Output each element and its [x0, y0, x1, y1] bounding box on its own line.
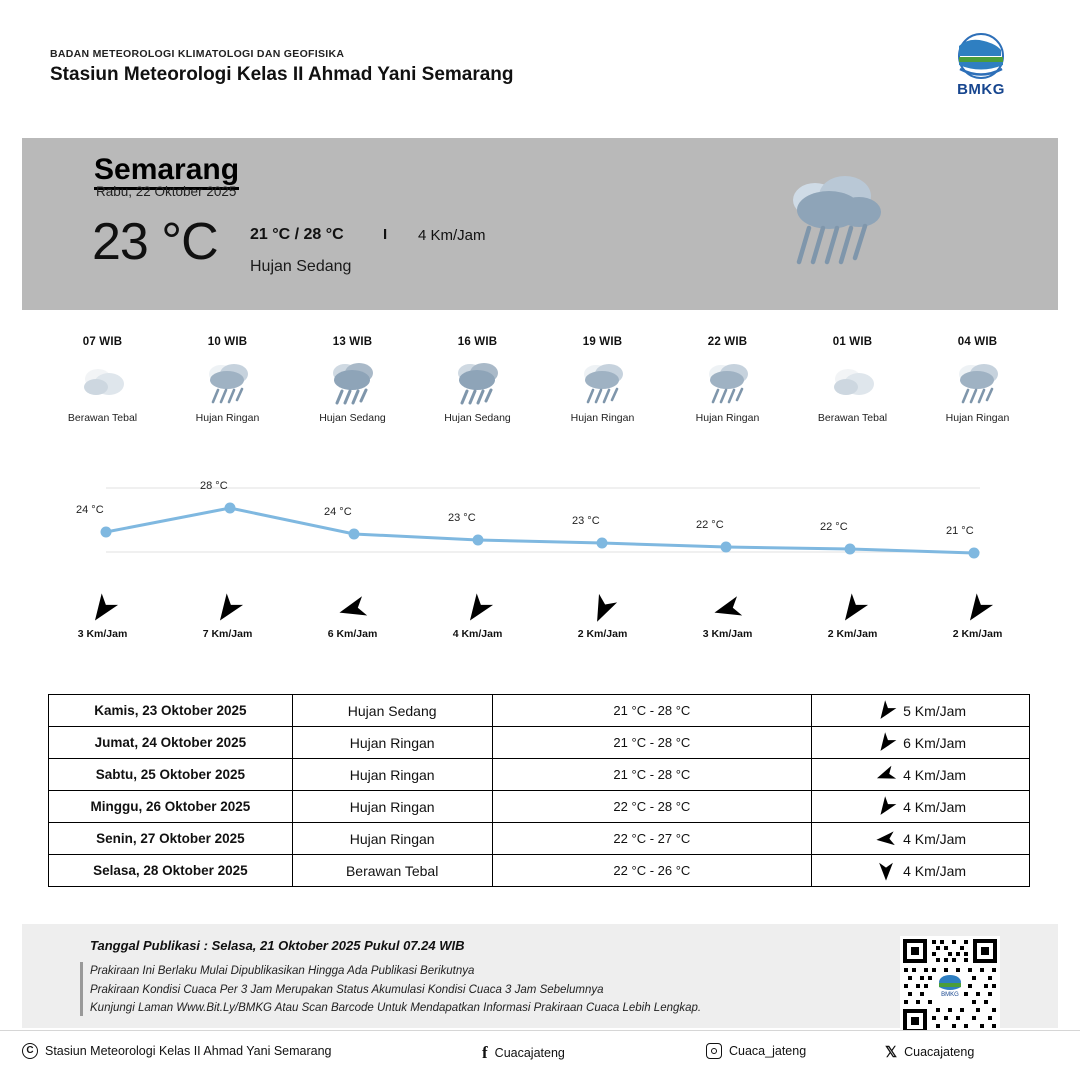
note-line-1: Prakiraan Ini Berlaku Mulai Dipublikasikan Hingga Ada Publikasi Berikutnya	[90, 965, 475, 977]
light-rain-icon	[540, 354, 665, 410]
note-line-3: Kunjungi Laman Www.Bit.Ly/BMKG Atau Scan Barcode Untuk Mendapatkan Informasi Prakiraan Cuaca Lebih Lengkap.	[90, 1002, 702, 1015]
hour-time: 07 WIB	[82, 336, 123, 348]
table-row	[49, 823, 1030, 855]
wind-speed: 2 Km/Jam	[827, 628, 878, 640]
moderate-rain-icon	[415, 354, 540, 410]
hourly-forecast-strip	[40, 336, 1040, 454]
forecast-temp: 22 °C - 27 °C	[492, 823, 812, 855]
wind-speed: 3 Km/Jam	[77, 628, 128, 640]
wind-arrow-icon	[540, 590, 665, 628]
forecast-condition: Hujan Sedang	[292, 695, 492, 727]
forecast-day: Kamis, 23 Oktober 2025	[49, 695, 293, 727]
forecast-wind-speed: 4 Km/Jam	[903, 862, 967, 879]
hourly-item	[540, 336, 665, 454]
cloudy-icon	[790, 354, 915, 410]
hour-time: 04 WIB	[957, 336, 998, 348]
wind-arrow-icon	[290, 590, 415, 628]
wind-item	[165, 590, 290, 660]
hour-condition: Hujan Sedang	[444, 412, 511, 424]
moderate-rain-icon	[290, 354, 415, 410]
current-condition: Hujan Sedang	[250, 258, 352, 275]
temp-label: 23 °C	[572, 515, 600, 527]
temp-label: 24 °C	[324, 506, 352, 518]
table-row	[49, 727, 1030, 759]
city-title: Semarang	[94, 154, 239, 190]
wind-item	[540, 590, 665, 660]
forecast-temp: 22 °C - 26 °C	[492, 855, 812, 887]
light-rain-icon	[165, 354, 290, 410]
hour-condition: Hujan Ringan	[195, 412, 260, 424]
x-twitter-icon: 𝕏	[885, 1044, 898, 1061]
forecast-condition: Hujan Ringan	[292, 823, 492, 855]
copyright-icon: C	[22, 1043, 38, 1059]
hourly-item	[415, 336, 540, 454]
copyright-text: Stasiun Meteorologi Kelas II Ahmad Yani Semarang	[45, 1044, 332, 1058]
hourly-item	[290, 336, 415, 454]
wind-arrow-icon	[871, 727, 902, 758]
forecast-wind-speed: 6 Km/Jam	[903, 734, 967, 751]
forecast-temp: 21 °C - 28 °C	[492, 759, 812, 791]
hour-time: 13 WIB	[332, 336, 373, 348]
table-row	[49, 759, 1030, 791]
social-footer-bar	[0, 1030, 1080, 1080]
wind-arrow-icon	[874, 827, 898, 851]
copyright-item	[22, 1043, 332, 1059]
x-handle: Cuacajateng	[904, 1045, 975, 1059]
hour-condition: Hujan Ringan	[945, 412, 1010, 424]
hourly-item	[665, 336, 790, 454]
heavy-rain-icon	[767, 166, 897, 286]
forecast-wind-speed: 4 Km/Jam	[903, 830, 967, 847]
current-weather-panel	[22, 138, 1058, 310]
wind-direction-row	[40, 590, 1040, 660]
facebook-handle: Cuacajateng	[494, 1046, 565, 1060]
note-line-2: Prakiraan Kondisi Cuaca Per 3 Jam Merupakan Status Akumulasi Kondisi Cuaca 3 Jam Sebelumnya	[90, 983, 604, 996]
facebook-icon: f	[482, 1043, 488, 1062]
forecast-day: Minggu, 26 Oktober 2025	[49, 791, 293, 823]
forecast-wind	[812, 759, 1030, 791]
note-divider	[80, 962, 83, 1016]
daily-forecast-table	[48, 694, 1030, 887]
wind-item	[415, 590, 540, 660]
forecast-condition: Berawan Tebal	[292, 855, 492, 887]
wind-arrow-icon	[875, 860, 897, 882]
hour-time: 16 WIB	[457, 336, 498, 348]
wind-item	[40, 590, 165, 660]
hourly-item	[790, 336, 915, 454]
hourly-item	[40, 336, 165, 454]
forecast-wind	[812, 791, 1030, 823]
forecast-wind-speed: 5 Km/Jam	[903, 702, 967, 719]
forecast-wind-speed: 4 Km/Jam	[903, 798, 967, 815]
forecast-wind	[812, 855, 1030, 887]
forecast-wind	[812, 695, 1030, 727]
temperature-chart	[40, 466, 1040, 576]
forecast-temp: 22 °C - 28 °C	[492, 791, 812, 823]
current-wind-speed: 4 Km/Jam	[418, 227, 486, 244]
table-row	[49, 855, 1030, 887]
hour-condition: Hujan Ringan	[695, 412, 760, 424]
hour-time: 01 WIB	[832, 336, 873, 348]
instagram-item[interactable]	[706, 1043, 806, 1059]
publication-note-panel	[22, 924, 1058, 1028]
wind-item	[915, 590, 1040, 660]
wind-arrow-icon	[165, 590, 290, 628]
agency-name: BADAN METEOROLOGI KLIMATOLOGI DAN GEOFISIKA	[50, 48, 345, 60]
wind-item	[290, 590, 415, 660]
temp-label: 24 °C	[76, 504, 104, 516]
forecast-condition: Hujan Ringan	[292, 727, 492, 759]
temp-label: 21 °C	[946, 525, 974, 537]
hour-time: 10 WIB	[207, 336, 248, 348]
facebook-item[interactable]	[482, 1043, 565, 1063]
wind-speed: 4 Km/Jam	[452, 628, 503, 640]
svg-text:BMKG: BMKG	[941, 992, 959, 998]
hour-condition: Berawan Tebal	[817, 412, 888, 424]
forecast-wind	[812, 727, 1030, 759]
hourly-item	[165, 336, 290, 454]
hour-time: 22 WIB	[707, 336, 748, 348]
current-date: Rabu, 22 Oktober 2025	[96, 184, 237, 199]
wind-arrow-icon	[915, 590, 1040, 628]
forecast-day: Senin, 27 Oktober 2025	[49, 823, 293, 855]
wind-speed: 2 Km/Jam	[952, 628, 1003, 640]
wind-arrow-icon	[40, 590, 165, 628]
wind-speed: 3 Km/Jam	[702, 628, 753, 640]
wind-arrow-icon	[871, 791, 902, 822]
temp-label: 22 °C	[820, 521, 848, 533]
bmkg-logo	[944, 32, 1018, 98]
temp-label: 28 °C	[200, 480, 228, 492]
forecast-wind	[812, 823, 1030, 855]
forecast-wind-speed: 4 Km/Jam	[903, 766, 967, 783]
wind-speed: 6 Km/Jam	[327, 628, 378, 640]
forecast-condition: Hujan Ringan	[292, 791, 492, 823]
publication-date: Tanggal Publikasi : Selasa, 21 Oktober 2025 Pukul 07.24 WIB	[90, 938, 465, 953]
forecast-day: Selasa, 28 Oktober 2025	[49, 855, 293, 887]
wind-item	[790, 590, 915, 660]
wind-arrow-icon	[871, 695, 902, 726]
cloudy-icon	[40, 354, 165, 410]
hour-condition: Hujan Ringan	[570, 412, 635, 424]
hour-time: 19 WIB	[582, 336, 623, 348]
current-temperature: 23 °C	[92, 213, 218, 271]
light-rain-icon	[915, 354, 1040, 410]
note-lines	[90, 962, 890, 1018]
bmkg-logo-text: BMKG	[957, 81, 1005, 98]
separator: I	[383, 226, 388, 243]
light-rain-icon	[665, 354, 790, 410]
table-row	[49, 791, 1030, 823]
instagram-icon	[706, 1043, 722, 1059]
forecast-temp: 21 °C - 28 °C	[492, 695, 812, 727]
wind-item	[665, 590, 790, 660]
forecast-condition: Hujan Ringan	[292, 759, 492, 791]
temp-label: 22 °C	[696, 519, 724, 531]
instagram-handle: Cuaca_jateng	[729, 1044, 807, 1058]
bmkg-logo-mark	[944, 32, 1018, 84]
hour-condition: Berawan Tebal	[67, 412, 138, 424]
temp-label: 23 °C	[448, 512, 476, 524]
temperature-range: 21 °C / 28 °C	[250, 226, 344, 243]
wind-arrow-icon	[790, 590, 915, 628]
hourly-item	[915, 336, 1040, 454]
wind-arrow-icon	[665, 590, 790, 628]
wind-arrow-icon	[415, 590, 540, 628]
station-name: Stasiun Meteorologi Kelas II Ahmad Yani Semarang	[50, 64, 514, 85]
wind-arrow-icon	[872, 760, 900, 788]
wind-speed: 7 Km/Jam	[202, 628, 253, 640]
hour-condition: Hujan Sedang	[319, 412, 386, 424]
qr-code[interactable]	[900, 936, 1000, 1036]
forecast-day: Sabtu, 25 Oktober 2025	[49, 759, 293, 791]
forecast-day: Jumat, 24 Oktober 2025	[49, 727, 293, 759]
forecast-temp: 21 °C - 28 °C	[492, 727, 812, 759]
x-item[interactable]	[885, 1043, 974, 1061]
table-row	[49, 695, 1030, 727]
page-header	[0, 0, 1080, 118]
wind-speed: 2 Km/Jam	[577, 628, 628, 640]
